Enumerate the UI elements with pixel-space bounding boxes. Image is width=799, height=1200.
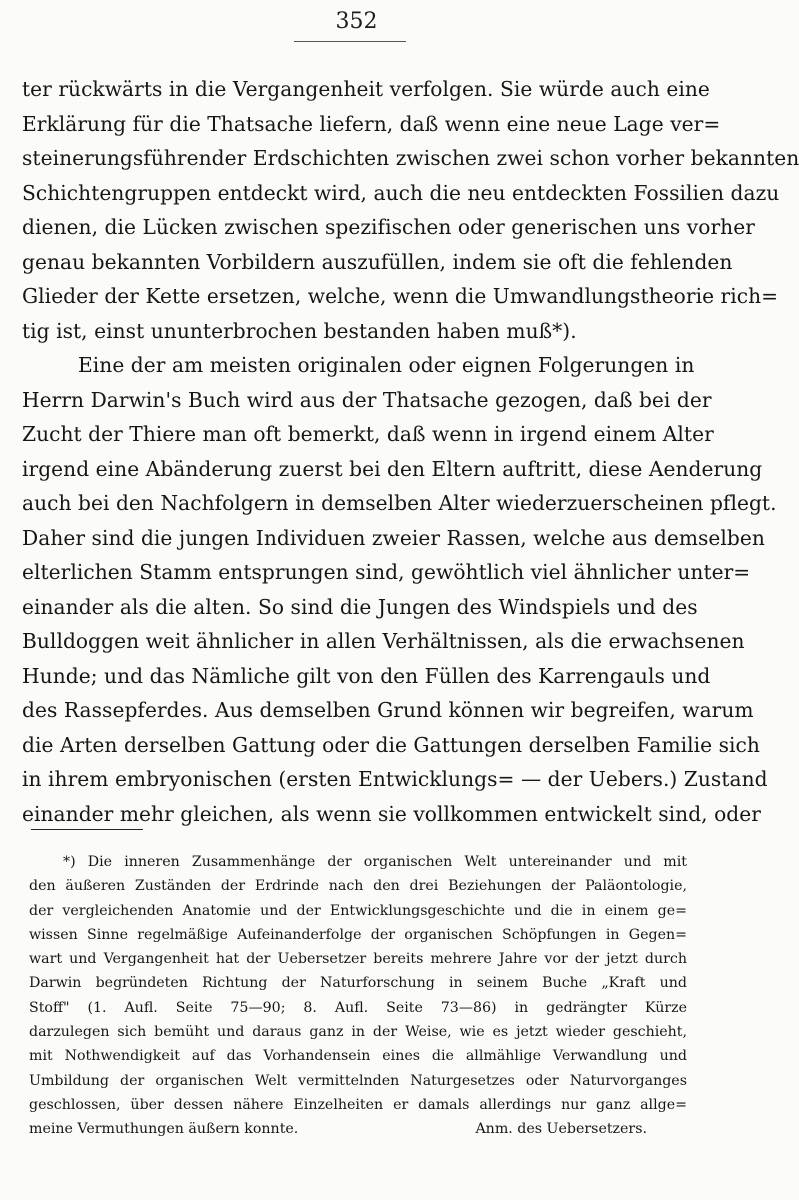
footnote-line: darzulegen sich bemüht und daraus ganz in der Weise, wie es jetzt wieder geschieht, (29, 1024, 687, 1041)
text-line: Glieder der Kette ersetzen, welche, wenn die Umwandlungstheorie rich= (22, 284, 779, 308)
text-line: Erklärung für die Thatsache liefern, daß wenn eine neue Lage ver= (22, 111, 721, 136)
main-text (22, 72, 799, 831)
text-line: Bulldoggen weit ähnlicher in allen Verhältnissen, als die erwachsenen (22, 629, 745, 653)
text-line: einander als die alten. So sind die Jungen des Windspiels und des (22, 594, 698, 619)
footnote-line: der vergleichenden Anatomie und der Entwicklungsgeschichte und die in einem ge= (29, 902, 687, 919)
text-line: genau bekannten Vorbildern auszufüllen, indem sie oft die fehlenden (22, 249, 733, 274)
text-line: Schichtengruppen entdeckt wird, auch die neu entdeckten Fossilien dazu (22, 180, 780, 205)
footnote-line: mit Nothwendigkeit auf das Vorhandensein eines die allmählige Verwandlung und (29, 1048, 687, 1065)
text-line: des Rassepferdes. Aus demselben Grund können wir begreifen, warum (22, 698, 754, 722)
footnote-separator (31, 829, 143, 830)
footnote-line: Stoff" (1. Aufl. Seite 75—90; 8. Aufl. Seite 73—86) in gedrängter Kürze (29, 999, 687, 1016)
footnote (29, 850, 687, 1142)
text-line: die Arten derselben Gattung oder die Gattungen derselben Familie sich (22, 732, 760, 757)
text-line: dienen, die Lücken zwischen spezifischen oder generischen uns vorher (22, 215, 755, 239)
footnote-line: wissen Sinne regelmäßige Aufeinanderfolge der organischen Schöpfungen in Gegen= (29, 926, 687, 943)
text-line: Hunde; und das Nämliche gilt von den Füllen des Karrengauls und (22, 663, 711, 688)
translator-note-signature: Anm. des Uebersetzers. (475, 1121, 647, 1138)
text-line: Daher sind die jungen Individuen zweier Rassen, welche aus demselben (22, 525, 765, 550)
footnote-line: meine Vermuthungen äußern konnte. (29, 1121, 299, 1138)
footnote-line: geschlossen, über dessen nähere Einzelheiten er damals allerdings nur ganz allge= (29, 1096, 687, 1113)
footnote-line: Umbildung der organischen Welt vermittelnden Naturgesetzes oder Naturvorganges (29, 1072, 687, 1089)
paragraph-start-line: Eine der am meisten originalen oder eignen Folgerungen in (78, 353, 695, 377)
text-line: auch bei den Nachfolgern in demselben Alter wiederzuerscheinen pflegt. (22, 491, 777, 515)
footnote-line: den äußeren Zuständen der Erdrinde nach den drei Beziehungen der Paläontologie, (29, 878, 687, 895)
text-line: einander mehr gleichen, als wenn sie vollkommen entwickelt sind, oder (22, 801, 761, 826)
text-line: steinerungsführender Erdschichten zwischen zwei schon vorher bekannten (22, 146, 799, 170)
text-line: irgend eine Abänderung zuerst bei den Eltern auftritt, diese Aenderung (22, 456, 763, 481)
header-rule (294, 41, 406, 42)
text-line: ter rückwärts in die Vergangenheit verfolgen. Sie würde auch eine (22, 77, 710, 101)
footnote-line: Darwin begründeten Richtung der Naturforschung in seinem Buche „Kraft und (29, 975, 687, 992)
text-line: Zucht der Thiere man oft bemerkt, daß wenn in irgend einem Alter (22, 422, 714, 446)
text-line: Herrn Darwin's Buch wird aus der Thatsache gezogen, daß bei der (22, 387, 712, 412)
footnote-line: *) Die inneren Zusammenhänge der organischen Welt untereinander und mit (63, 854, 687, 870)
footnote-final-row (29, 1117, 687, 1141)
text-line: in ihrem embryonischen (ersten Entwicklungs= — der Uebers.) Zustand (22, 767, 768, 791)
text-line: tig ist, einst ununterbrochen bestanden haben muß*). (22, 318, 577, 343)
footnote-line: wart und Vergangenheit hat der Uebersetzer bereits mehrere Jahre vor der jetzt durch (29, 951, 687, 968)
text-line: elterlichen Stamm entsprungen sind, gewöhtlich viel ähnlicher unter= (22, 560, 751, 584)
page-number: 352 (335, 9, 378, 34)
